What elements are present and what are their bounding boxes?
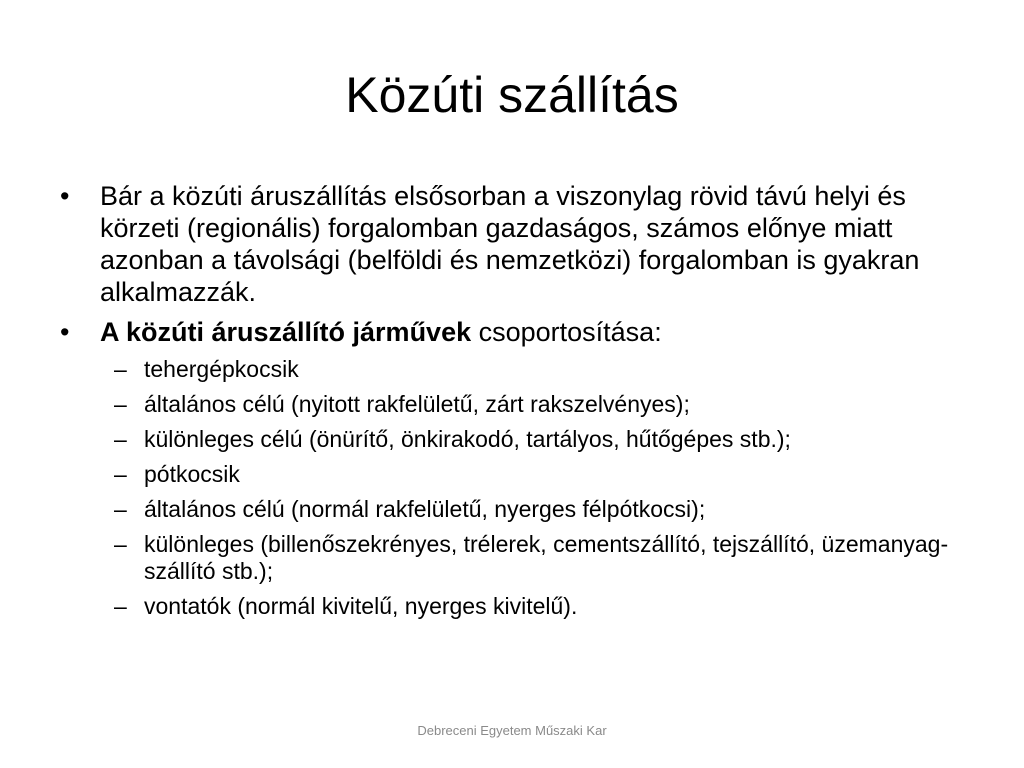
- sub-bullet-item: [56, 531, 976, 585]
- slide-content: [56, 180, 976, 628]
- bullet-item: [56, 180, 976, 308]
- sub-bullet-item: [56, 461, 976, 488]
- dash-marker: –: [114, 461, 127, 487]
- sub-bullet-text: különleges (billenőszekrényes, trélerek, cementszállító, tejszállító, üzemanyag-szállító stb.);: [144, 531, 949, 584]
- slide-footer: Debreceni Egyetem Műszaki Kar: [417, 723, 607, 738]
- dash-marker: –: [114, 356, 127, 382]
- bullet-text: csoportosítása:: [471, 317, 662, 347]
- bullet-bold-text: A közúti áruszállító járművek: [100, 317, 472, 347]
- sub-bullet-item: [56, 593, 976, 620]
- dash-marker: –: [114, 593, 127, 619]
- bullet-item: [56, 316, 976, 348]
- sub-bullet-item: [56, 426, 976, 453]
- dash-marker: –: [114, 496, 127, 522]
- sub-bullet-item: [56, 356, 976, 383]
- sub-bullet-text: különleges célú (önürítő, önkirakodó, tartályos, hűtőgépes stb.);: [144, 426, 791, 452]
- sub-bullet-text: vontatók (normál kivitelű, nyerges kivitelű).: [144, 593, 578, 619]
- sub-bullet-item: [56, 496, 976, 523]
- slide-title: Közúti szállítás: [345, 67, 679, 123]
- sub-bullet-text: pótkocsik: [144, 461, 240, 487]
- bullet-text: Bár a közúti áruszállítás elsősorban a viszonylag rövid távú helyi és körzeti (regionális) forgalomban gazdaságos, számos előnye miatt azonban a távolsági (belföldi és nemzetközi) forgalomban is gyakran alkalmazzák.: [100, 181, 920, 307]
- sub-bullet-text: általános célú (normál rakfelületű, nyerges félpótkocsi);: [144, 496, 706, 522]
- dash-marker: –: [114, 426, 127, 452]
- sub-bullet-text: tehergépkocsik: [144, 356, 299, 382]
- bullet-marker: •: [60, 181, 70, 211]
- sub-bullet-item: [56, 391, 976, 418]
- bullet-marker: •: [60, 317, 70, 347]
- sub-bullet-text: általános célú (nyitott rakfelületű, zárt rakszelvényes);: [144, 391, 690, 417]
- dash-marker: –: [114, 391, 127, 417]
- dash-marker: –: [114, 531, 127, 557]
